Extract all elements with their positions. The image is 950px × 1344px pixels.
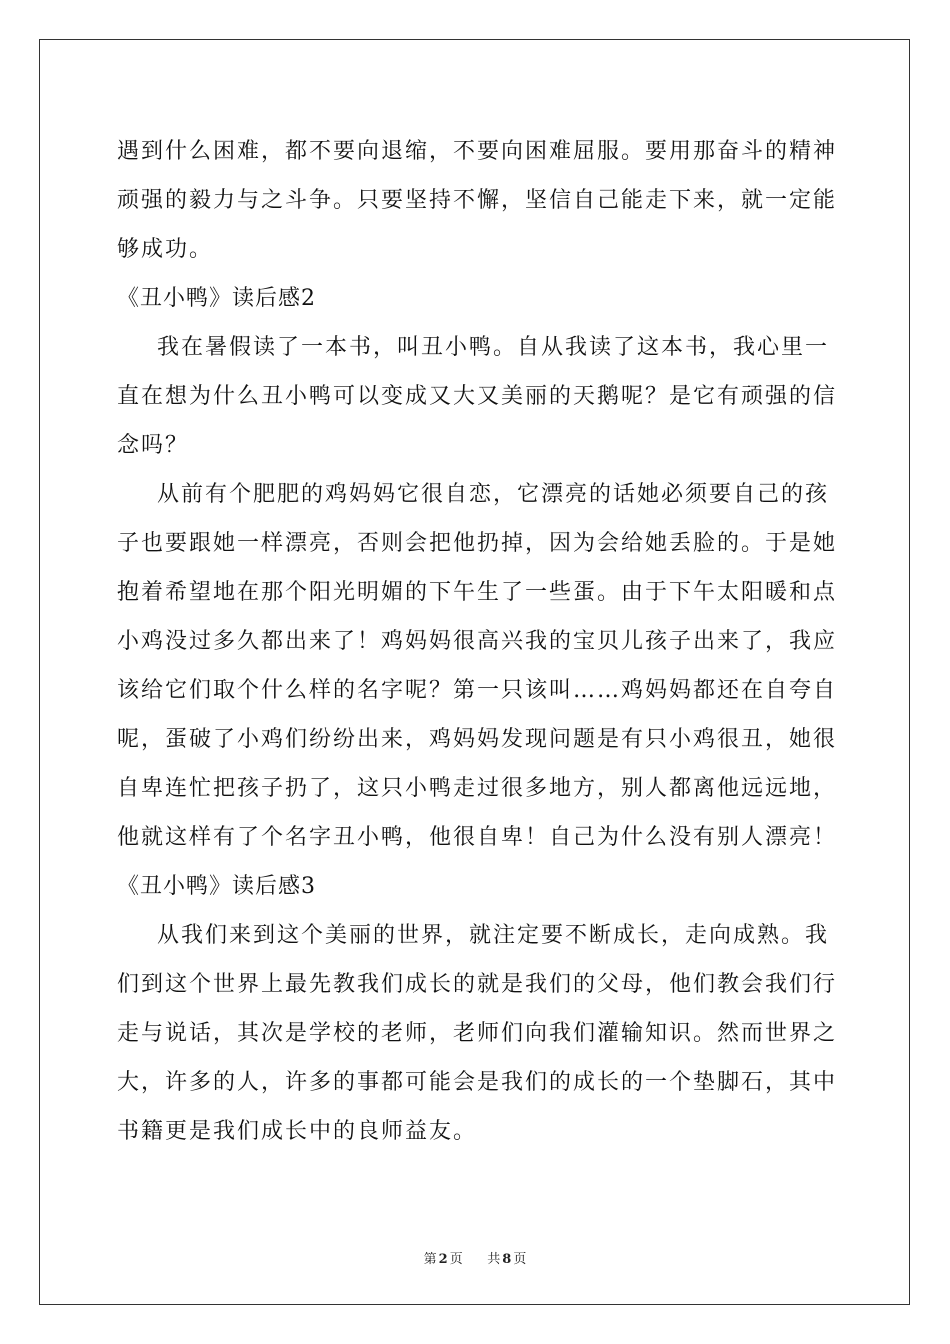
text-line: 从我们来到这个美丽的世界，就注定要不断成长，走向成熟。我 (157, 923, 830, 948)
page-suffix: 页 (449, 1252, 463, 1267)
paragraph-1 (117, 127, 837, 274)
page-footer (0, 1248, 950, 1267)
current-page-number: 2 (438, 1252, 448, 1267)
text-line: 从前有个肥肥的鸡妈妈它很自恋，它漂亮的话她必须要自己的孩 (157, 482, 830, 507)
page-indicator (422, 1252, 465, 1267)
text-line: 抱着希望地在那个阳光明媚的下午生了一些蛋。由于下午太阳暖和点 (117, 580, 837, 605)
document-body (117, 127, 837, 1156)
text-line: 顽强的毅力与之斗争。只要坚持不懈，坚信自己能走下来，就一定能 (117, 188, 837, 213)
section-heading-2: 《丑小鸭》读后感2 (117, 286, 316, 311)
text-line: 他就这样有了个名字丑小鸭，他很自卑！自己为什么没有别人漂亮！ (117, 825, 837, 850)
paragraph-2 (117, 323, 837, 470)
text-line: 遇到什么困难，都不要向退缩，不要向困难屈服。要用那奋斗的精神 (117, 139, 837, 164)
text-line: 小鸡没过多久都出来了！鸡妈妈很高兴我的宝贝儿孩子出来了，我应 (117, 629, 837, 654)
total-suffix: 页 (513, 1252, 527, 1267)
section-heading-3: 《丑小鸭》读后感3 (117, 874, 316, 899)
total-pages-indicator (485, 1252, 528, 1267)
page-prefix: 第 (423, 1252, 437, 1267)
total-page-number: 8 (502, 1252, 512, 1267)
text-line: 该给它们取个什么样的名字呢？第一只该叫……鸡妈妈都还在自夸自 (117, 678, 837, 703)
text-line: 自卑连忙把孩子扔了，这只小鸭走过很多地方，别人都离他远远地， (117, 776, 837, 801)
text-line: 念吗？ (117, 433, 190, 458)
text-line: 我在暑假读了一本书，叫丑小鸭。自从我读了这本书，我心里一 (157, 335, 830, 360)
text-line: 们到这个世界上最先教我们成长的就是我们的父母，他们教会我们行 (117, 972, 837, 997)
paragraph-3 (117, 470, 837, 862)
text-line: 子也要跟她一样漂亮，否则会把他扔掉，因为会给她丢脸的。于是她 (117, 531, 837, 556)
text-line: 走与说话，其次是学校的老师，老师们向我们灌输知识。然而世界之 (117, 1021, 837, 1046)
text-line: 直在想为什么丑小鸭可以变成又大又美丽的天鹅呢？是它有顽强的信 (117, 384, 837, 409)
paragraph-4 (117, 911, 837, 1156)
total-prefix: 共 (487, 1252, 501, 1267)
text-line: 大，许多的人，许多的事都可能会是我们的成长的一个垫脚石，其中 (117, 1070, 837, 1095)
text-line: 书籍更是我们成长中的良师益友。 (117, 1119, 478, 1144)
text-line: 呢，蛋破了小鸡们纷纷出来，鸡妈妈发现问题是有只小鸡很丑，她很 (117, 727, 837, 752)
text-line: 够成功。 (117, 237, 214, 262)
